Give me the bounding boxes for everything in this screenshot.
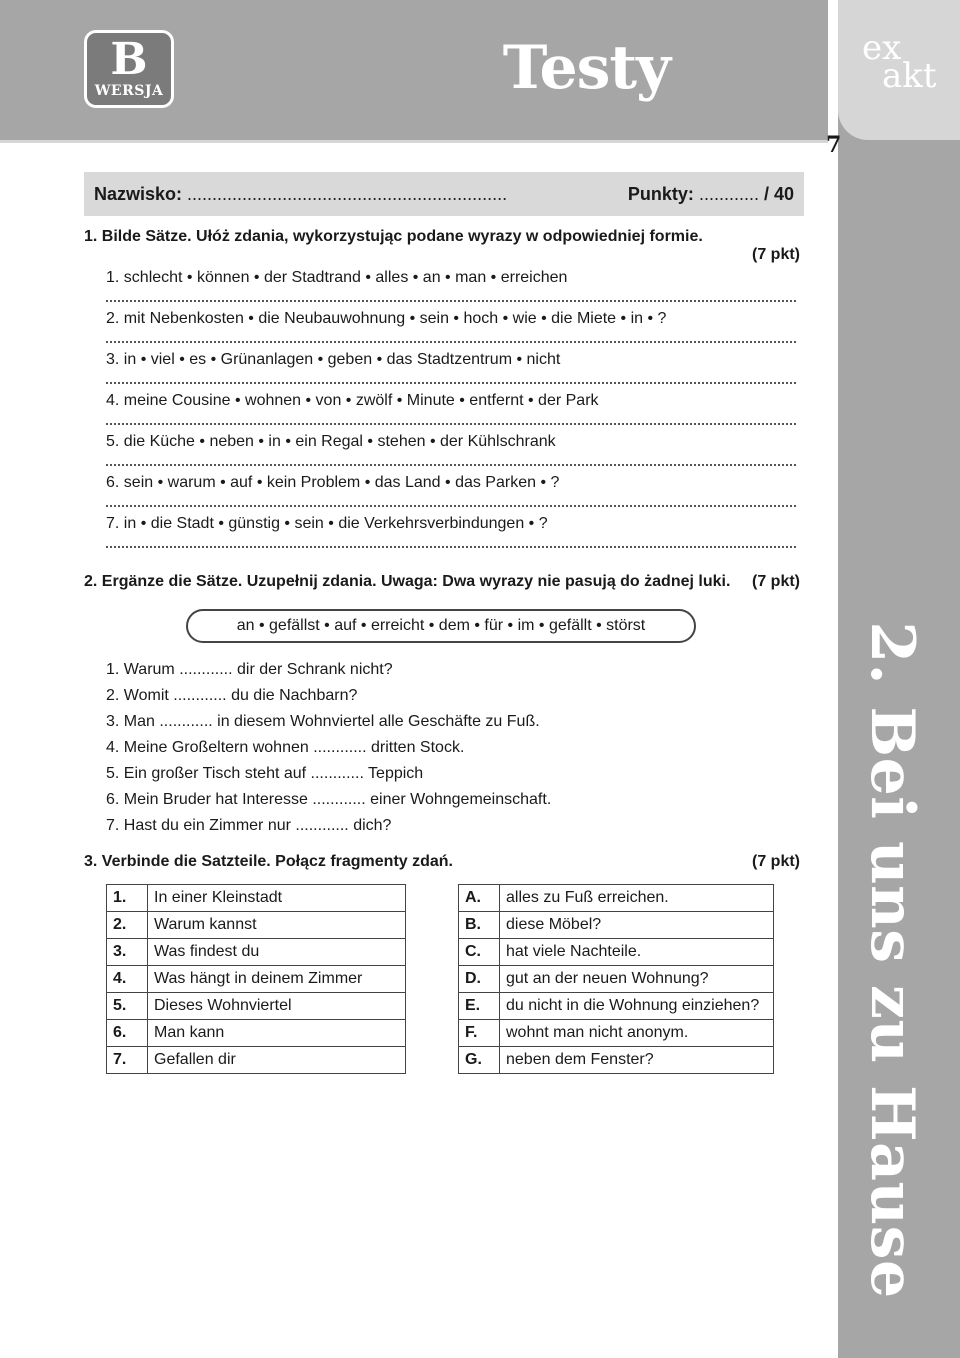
- table-row[interactable]: [107, 1020, 406, 1047]
- right-num: D.: [459, 966, 500, 993]
- brand-logo: [862, 28, 952, 96]
- ex1-item-7: 7. in • die Stadt • günstig • sein • die Verkehrsverbindungen • ?: [106, 515, 548, 532]
- left-text: Was findest du: [148, 939, 406, 966]
- version-word: WERSJA: [94, 83, 164, 99]
- header-band: [0, 0, 828, 143]
- chapter-title: 2. Bei uns zu Hause: [857, 621, 927, 1299]
- table-row[interactable]: [107, 939, 406, 966]
- right-num: B.: [459, 912, 500, 939]
- left-num: 2.: [107, 912, 148, 939]
- table-row[interactable]: [459, 1047, 774, 1074]
- table-row[interactable]: [459, 912, 774, 939]
- brand-logo-line2: akt: [882, 56, 937, 96]
- version-letter: B: [110, 34, 148, 85]
- ex2-item-6[interactable]: 6. Mein Bruder hat Interesse ............ einer Wohngemeinschaft.: [106, 791, 552, 808]
- ex1-item-1: 1. schlecht • können • der Stadtrand • alles • an • man • erreichen: [106, 269, 568, 286]
- version-badge: [84, 30, 174, 108]
- left-num: 7.: [107, 1047, 148, 1074]
- table-row[interactable]: [107, 1047, 406, 1074]
- word-box: an • gefällst • auf • erreicht • dem • für • im • gefällt • störst: [186, 609, 696, 643]
- name-label: Nazwisko:: [94, 183, 183, 204]
- brand-logo-line1: ex: [862, 28, 902, 68]
- ex1-item-4: 4. meine Cousine • wohnen • von • zwölf • Minute • entfernt • der Park: [106, 392, 599, 409]
- left-num: 4.: [107, 966, 148, 993]
- ex1-item-5: 5. die Küche • neben • in • ein Regal • stehen • der Kühlschrank: [106, 433, 556, 450]
- table-row[interactable]: [459, 1020, 774, 1047]
- ex1-answer-line-7[interactable]: [106, 546, 796, 548]
- right-text: alles zu Fuß erreichen.: [500, 885, 774, 912]
- right-text: neben dem Fenster?: [500, 1047, 774, 1074]
- ex2-item-4[interactable]: 4. Meine Großeltern wohnen ............ dritten Stock.: [106, 739, 465, 756]
- page-title: Testy: [502, 33, 670, 103]
- table-row[interactable]: [459, 939, 774, 966]
- points-total: / 40: [763, 183, 794, 204]
- ex2-item-5[interactable]: 5. Ein großer Tisch steht auf ............ Teppich: [106, 765, 424, 782]
- left-num: 5.: [107, 993, 148, 1020]
- ex2-item-2[interactable]: 2. Womit ............ du die Nachbarn?: [106, 687, 358, 704]
- left-text: Dieses Wohnviertel: [148, 993, 406, 1020]
- name-field[interactable]: [94, 184, 507, 205]
- ex1-answer-line-2[interactable]: [106, 341, 796, 343]
- right-text: diese Möbel?: [500, 912, 774, 939]
- right-text: wohnt man nicht anonym.: [500, 1020, 774, 1047]
- ex1-answer-line-3[interactable]: [106, 382, 796, 384]
- right-text: hat viele Nachteile.: [500, 939, 774, 966]
- left-text: Was hängt in deinem Zimmer: [148, 966, 406, 993]
- page-number: 7: [826, 132, 842, 158]
- match-table-right: [458, 884, 774, 1074]
- match-table-left: [106, 884, 406, 1074]
- table-row[interactable]: [459, 966, 774, 993]
- left-text: Warum kannst: [148, 912, 406, 939]
- ex1-answer-line-4[interactable]: [106, 423, 796, 425]
- left-num: 6.: [107, 1020, 148, 1047]
- ex2-item-7[interactable]: 7. Hast du ein Zimmer nur ............ dich?: [106, 817, 392, 834]
- ex2-points: (7 pkt): [752, 573, 800, 590]
- points-dots: ............: [698, 183, 759, 204]
- name-bar: [84, 172, 804, 216]
- ex1-points: (7 pkt): [752, 246, 800, 263]
- right-text: gut an der neuen Wohnung?: [500, 966, 774, 993]
- right-num: G.: [459, 1047, 500, 1074]
- table-row[interactable]: [107, 993, 406, 1020]
- right-num: A.: [459, 885, 500, 912]
- points-field[interactable]: [628, 184, 794, 205]
- table-row[interactable]: [107, 885, 406, 912]
- ex1-heading: 1. Bilde Sätze. Ułóż zdania, wykorzystując podane wyrazy w odpowiedniej formie.: [84, 228, 703, 245]
- left-text: Gefallen dir: [148, 1047, 406, 1074]
- points-label: Punkty:: [627, 183, 694, 204]
- ex1-item-6: 6. sein • warum • auf • kein Problem • das Land • das Parken • ?: [106, 474, 560, 491]
- right-text: du nicht in die Wohnung einziehen?: [500, 993, 774, 1020]
- name-dots: ................................................................: [187, 183, 508, 204]
- ex1-item-3: 3. in • viel • es • Grünanlagen • geben • das Stadtzentrum • nicht: [106, 351, 561, 368]
- left-num: 3.: [107, 939, 148, 966]
- ex3-points: (7 pkt): [752, 853, 800, 870]
- table-row[interactable]: [459, 993, 774, 1020]
- ex2-item-1[interactable]: 1. Warum ............ dir der Schrank nicht?: [106, 661, 393, 678]
- ex3-heading: 3. Verbinde die Satzteile. Połącz fragmenty zdań.: [84, 853, 453, 870]
- table-row[interactable]: [107, 912, 406, 939]
- ex2-heading: 2. Ergänze die Sätze. Uzupełnij zdania. Uwaga: Dwa wyrazy nie pasują do żadnej luki.: [84, 573, 731, 590]
- ex1-answer-line-5[interactable]: [106, 464, 796, 466]
- table-row[interactable]: [107, 966, 406, 993]
- ex1-answer-line-1[interactable]: [106, 300, 796, 302]
- right-num: E.: [459, 993, 500, 1020]
- left-text: In einer Kleinstadt: [148, 885, 406, 912]
- ex1-item-2: 2. mit Nebenkosten • die Neubauwohnung • sein • hoch • wie • die Miete • in • ?: [106, 310, 667, 327]
- left-num: 1.: [107, 885, 148, 912]
- right-num: F.: [459, 1020, 500, 1047]
- right-num: C.: [459, 939, 500, 966]
- left-text: Man kann: [148, 1020, 406, 1047]
- ex1-answer-line-6[interactable]: [106, 505, 796, 507]
- table-row[interactable]: [459, 885, 774, 912]
- ex2-item-3[interactable]: 3. Man ............ in diesem Wohnviertel alle Geschäfte zu Fuß.: [106, 713, 540, 730]
